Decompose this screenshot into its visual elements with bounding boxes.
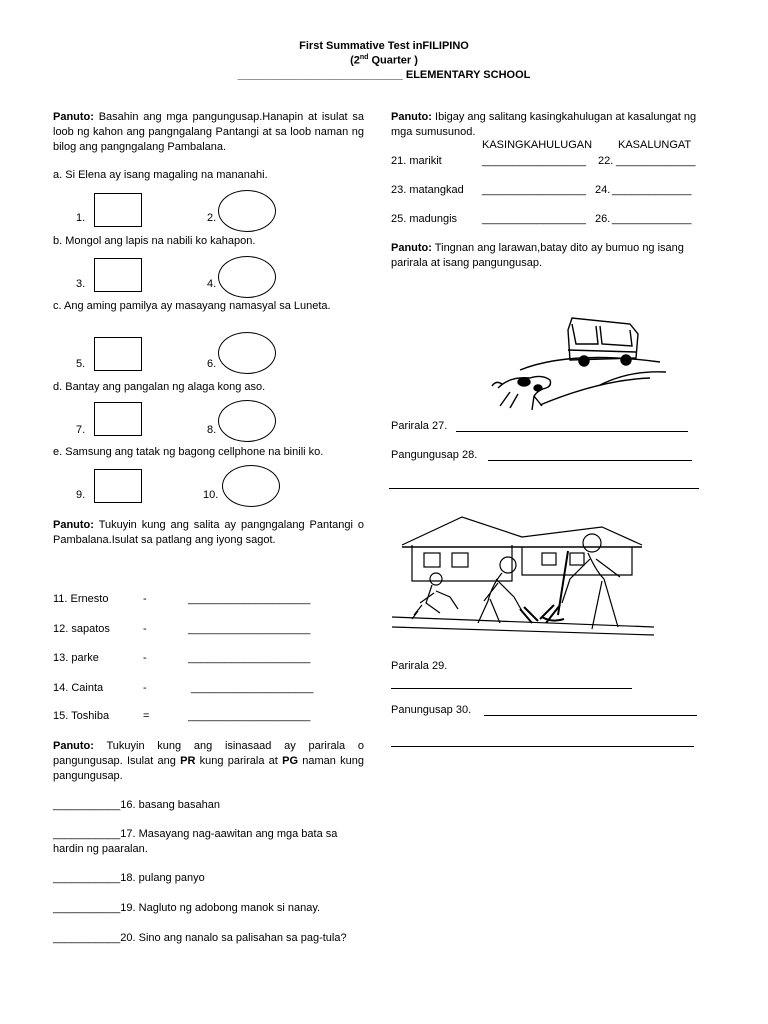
antonym-blank[interactable]: _____________ — [612, 184, 692, 196]
section1-instructions — [53, 110, 364, 155]
panuto-text: kung parirala at — [195, 755, 283, 767]
panuto-text: Ibigay ang salitang kasingkahulugan at kasalungat ng mga sumusunod. — [391, 111, 697, 138]
quarter-label — [0, 54, 768, 67]
answer-number: 1. — [76, 212, 86, 224]
antonym-number: 24. — [595, 184, 611, 196]
answer-blank[interactable]: ___________ — [53, 902, 121, 914]
panuto-label: Panuto: — [53, 111, 94, 123]
answer-line-27[interactable] — [456, 431, 688, 432]
page-title: First Summative Test inFILIPINO — [299, 40, 469, 52]
panuto-text: Tingnan ang larawan,batay dito ay bumuo ng isang parirala at isang pangungusap. — [391, 242, 684, 269]
panuto-label: Panuto: — [53, 740, 94, 752]
item-18 — [53, 871, 364, 886]
answer-line-28[interactable] — [488, 460, 692, 461]
word-label: 21. marikit — [391, 155, 442, 167]
answer-blank[interactable]: ____________________ — [188, 593, 311, 605]
pg-label: PG — [282, 755, 299, 767]
pambalana-circle-6[interactable] — [218, 332, 276, 374]
panuto-text: naman kung pangungusap. — [53, 755, 364, 782]
quarter-sup: nd — [359, 54, 369, 61]
sentence-c: c. Ang aming pamilya ay masayang namasyal sa Luneta. — [53, 300, 331, 312]
synonym-blank[interactable]: _________________ — [482, 213, 587, 225]
pantangi-box-3[interactable] — [94, 258, 142, 292]
item-label: 15. Toshiba — [53, 710, 110, 722]
item-sep: - — [143, 593, 147, 605]
answer-number: 4. — [207, 278, 217, 290]
school-label: ELEMENTARY SCHOOL — [405, 69, 531, 81]
pambalana-circle-4[interactable] — [218, 256, 276, 298]
panuto-label: Panuto: — [391, 111, 432, 123]
answer-number: 8. — [207, 424, 217, 436]
item-label: 12. sapatos — [53, 623, 110, 635]
antonym-blank[interactable]: _____________ — [616, 155, 696, 167]
answer-line-30[interactable] — [484, 715, 697, 716]
answer-number: 3. — [76, 278, 86, 290]
item-20 — [53, 931, 353, 946]
antonym-blank[interactable]: _____________ — [612, 213, 692, 225]
item-sep: = — [143, 710, 150, 722]
antonym-number: 26. — [595, 213, 611, 225]
panuto-text: Tukuyin kung ang isinasaad ay parirala o pangungusap. Isulat ang — [53, 740, 364, 767]
sentence-a: a. Si Elena ay isang magaling na mananahi. — [53, 169, 268, 181]
answer-number: 5. — [76, 358, 86, 370]
pambalana-circle-10[interactable] — [222, 465, 280, 507]
answer-line-28b[interactable] — [389, 488, 699, 489]
school-blank[interactable]: ___________________________ — [237, 69, 403, 81]
item-sep: - — [143, 652, 147, 664]
item-sep: - — [143, 682, 147, 694]
answer-blank[interactable]: ___________ — [53, 932, 121, 944]
answer-blank[interactable]: ____________________ — [188, 710, 311, 722]
answer-line-30b[interactable] — [391, 746, 694, 747]
item-19 — [53, 901, 364, 916]
parirala-label: Parirala 27. — [391, 420, 448, 432]
sentence-d: d. Bantay ang pangalan ng alaga kong aso. — [53, 381, 266, 393]
item-text: 19. Nagluto ng adobong manok si nanay. — [120, 902, 321, 914]
column-header-synonym: KASINGKAHULUGAN — [482, 139, 593, 151]
quarter-suffix: Quarter ) — [368, 54, 418, 67]
sentence-b: b. Mongol ang lapis na nabili ko kahapon. — [53, 235, 256, 247]
item-17 — [53, 827, 364, 857]
panuto-text: Basahin ang mga pangungusap.Hanapin at isulat sa loob ng kahon ang pangngalang Pantangi at sa loob naman ng bilog ang pangngalang Pambalana. — [53, 111, 364, 153]
answer-blank[interactable]: ___________ — [53, 799, 121, 811]
item-text: 18. pulang panyo — [120, 872, 205, 884]
item-text: 17. Masayang nag-aawitan ang mga bata sa hardin ng paaralan. — [53, 828, 338, 855]
parirala-29-label: Parirala 29. — [391, 660, 448, 672]
answer-blank[interactable]: ___________ — [53, 828, 121, 840]
answer-number: 9. — [76, 489, 86, 501]
item-label: 14. Cainta — [53, 682, 104, 694]
column-header-antonym: KASALUNGAT — [618, 139, 692, 151]
answer-number: 6. — [207, 358, 217, 370]
panuto-label: Panuto: — [53, 519, 94, 531]
word-label: 23. matangkad — [391, 184, 464, 196]
parirala-27 — [391, 420, 447, 432]
pangungusap-28 — [391, 449, 477, 461]
answer-number: 10. — [203, 489, 219, 501]
pantangi-box-9[interactable] — [94, 469, 142, 503]
item-16 — [53, 798, 364, 813]
pantangi-box-1[interactable] — [94, 193, 142, 227]
pambalana-circle-2[interactable] — [218, 190, 276, 232]
pantangi-box-5[interactable] — [94, 337, 142, 371]
section2-instructions — [53, 518, 364, 548]
item-label: 13. parke — [53, 652, 99, 664]
panuto-label: Panuto: — [391, 242, 432, 254]
answer-line-29[interactable] — [391, 688, 632, 689]
pangungusap-label: Pangungusap 28. — [391, 449, 478, 461]
bus-and-dog-illustration — [480, 310, 670, 415]
pr-label: PR — [180, 755, 196, 767]
quarter-prefix: (2 — [350, 54, 360, 67]
synonym-blank[interactable]: _________________ — [482, 155, 587, 167]
sentence-e: e. Samsung ang tatak ng bagong cellphone na binili ko. — [53, 446, 324, 458]
answer-blank[interactable]: ____________________ — [191, 682, 314, 694]
item-label: 11. Ernesto — [53, 593, 109, 605]
answer-number: 2. — [207, 212, 217, 224]
word-label: 25. madungis — [391, 213, 458, 225]
section5-instructions — [391, 241, 701, 271]
answer-blank[interactable]: ___________ — [53, 872, 121, 884]
item-sep: - — [143, 623, 147, 635]
people-sweeping-illustration — [392, 505, 654, 637]
synonym-blank[interactable]: _________________ — [482, 184, 587, 196]
section4-instructions — [391, 110, 701, 140]
antonym-number: 22. — [598, 155, 614, 167]
item-text: 16. basang basahan — [120, 799, 220, 811]
pantangi-box-7[interactable] — [94, 402, 142, 436]
pambalana-circle-8[interactable] — [218, 400, 276, 442]
panungusap-30-label: Panungusap 30. — [391, 704, 472, 716]
answer-number: 7. — [76, 424, 86, 436]
answer-blank[interactable]: ____________________ — [188, 623, 311, 635]
school-line — [0, 69, 768, 81]
panuto-text: Tukuyin kung ang salita ay pangngalang Pantangi o Pambalana.Isulat sa patlang ang iyong sagot. — [53, 519, 364, 546]
answer-blank[interactable]: ____________________ — [188, 652, 311, 664]
section3-instructions — [53, 739, 364, 784]
item-text: 20. Sino ang nanalo sa palisahan sa pag-tula? — [120, 932, 347, 944]
